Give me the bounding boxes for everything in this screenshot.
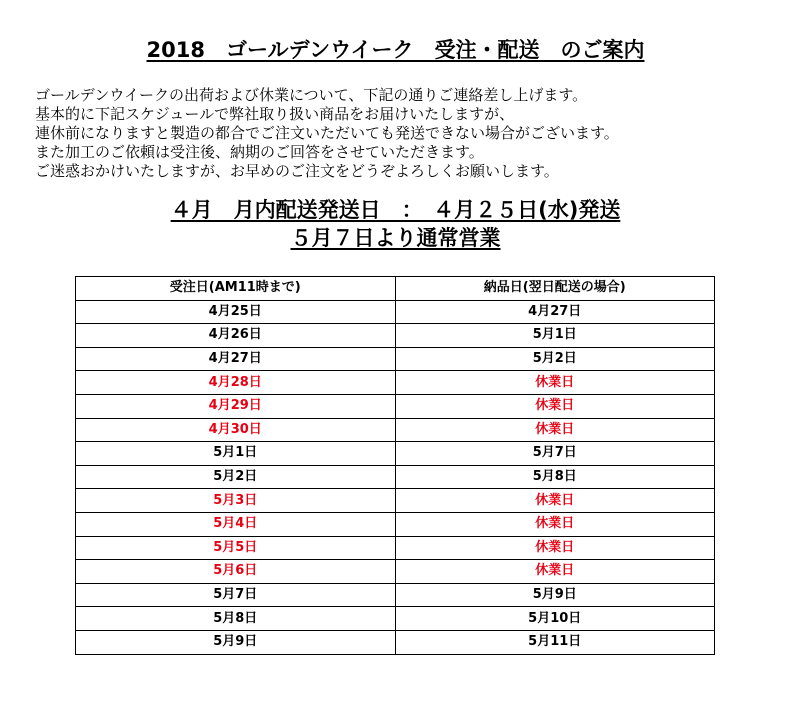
table-row xyxy=(76,347,715,371)
table-row xyxy=(76,560,715,584)
table-row xyxy=(76,394,715,418)
intro-line: 連休前になりますと製造の都合でご注文いただいても発送できない場合がございます。 xyxy=(35,124,619,142)
shipping-deadline-text: ４月 月内配送発送日 ： ４月２５日(水)発送 xyxy=(170,198,621,222)
table-row xyxy=(76,489,715,513)
table-row xyxy=(76,465,715,489)
order-date-cell: 5月1日 xyxy=(76,442,396,466)
intro-paragraph xyxy=(35,86,775,181)
order-date-cell: 4月27日 xyxy=(76,347,396,371)
delivery-date-cell: 休業日 xyxy=(395,560,715,584)
table-row xyxy=(76,583,715,607)
order-date-cell: 5月5日 xyxy=(76,536,396,560)
order-date-cell: 4月26日 xyxy=(76,324,396,348)
order-date-cell: 5月2日 xyxy=(76,465,396,489)
delivery-date-cell: 休業日 xyxy=(395,418,715,442)
table-row xyxy=(76,630,715,654)
table-row xyxy=(76,371,715,395)
delivery-date-cell: 5月11日 xyxy=(395,630,715,654)
page-title-text: 2018 ゴールデンウイーク 受注・配送 のご案内 xyxy=(146,38,645,62)
delivery-date-cell: 休業日 xyxy=(395,536,715,560)
delivery-date-cell: 4月27日 xyxy=(395,300,715,324)
table-row xyxy=(76,324,715,348)
intro-line: また加工のご依頼は受注後、納期のご回答をさせていただきます。 xyxy=(35,143,484,161)
schedule-body xyxy=(76,300,715,654)
table-row xyxy=(76,607,715,631)
delivery-date-cell: 休業日 xyxy=(395,489,715,513)
intro-line: 基本的に下記スケジュールで弊社取り扱い商品をお届けいたしますが、 xyxy=(35,105,515,123)
delivery-date-cell: 休業日 xyxy=(395,512,715,536)
intro-line: ご迷惑おかけいたしますが、お早めのご注文をどうぞよろしくお願いします。 xyxy=(35,162,559,180)
table-row xyxy=(76,536,715,560)
delivery-date-cell: 5月1日 xyxy=(395,324,715,348)
order-date-cell: 4月29日 xyxy=(76,394,396,418)
order-date-cell: 4月28日 xyxy=(76,371,396,395)
order-date-cell: 5月3日 xyxy=(76,489,396,513)
delivery-date-cell: 5月2日 xyxy=(395,347,715,371)
table-row xyxy=(76,442,715,466)
order-date-cell: 5月8日 xyxy=(76,607,396,631)
intro-line: ゴールデンウイークの出荷および休業について、下記の通りご連絡差し上げます。 xyxy=(35,86,588,104)
shipping-headline xyxy=(0,196,791,252)
order-date-cell: 5月4日 xyxy=(76,512,396,536)
delivery-date-cell: 5月10日 xyxy=(395,607,715,631)
order-date-cell: 4月25日 xyxy=(76,300,396,324)
order-date-header: 受注日(AM11時まで) xyxy=(76,277,396,301)
schedule-header-row xyxy=(76,277,715,301)
order-date-cell: 4月30日 xyxy=(76,418,396,442)
delivery-date-cell: 5月8日 xyxy=(395,465,715,489)
delivery-date-cell: 休業日 xyxy=(395,371,715,395)
table-row xyxy=(76,300,715,324)
order-date-cell: 5月9日 xyxy=(76,630,396,654)
business-resume-line xyxy=(0,224,791,252)
shipping-deadline-line xyxy=(0,196,791,224)
table-row xyxy=(76,418,715,442)
delivery-date-cell: 5月7日 xyxy=(395,442,715,466)
delivery-date-cell: 5月9日 xyxy=(395,583,715,607)
schedule-table xyxy=(75,276,715,655)
delivery-date-header: 納品日(翌日配送の場合) xyxy=(395,277,715,301)
delivery-date-cell: 休業日 xyxy=(395,394,715,418)
order-date-cell: 5月7日 xyxy=(76,583,396,607)
business-resume-text: ５月７日より通常営業 xyxy=(290,226,501,250)
page-title xyxy=(0,36,791,64)
table-row xyxy=(76,512,715,536)
order-date-cell: 5月6日 xyxy=(76,560,396,584)
